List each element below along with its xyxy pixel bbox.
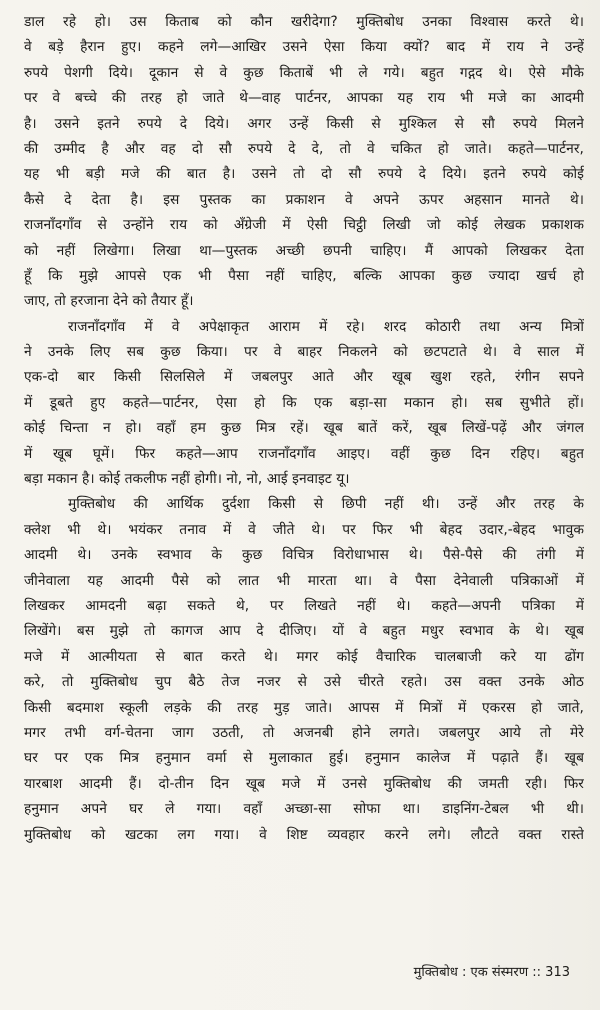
paragraph-2: [24, 315, 584, 493]
text-line: जाए, तो हरजाना देने को तैयार हूँ।: [24, 293, 194, 310]
text-line: में डूबते हुए कहते—पार्टनर, ऐसा हो कि एक बड़ा-सा मकान हो। सब सुभीते हों।: [24, 394, 584, 411]
text-line: ने उनके लिए सब कुछ किया। पर वे बाहर निकलने को छटपटाते थे। वे साल में: [24, 344, 584, 361]
text-line: राजनाँदगाँव में वे अपेक्षाकृत आराम में रहे। शरद कोठारी तथा अन्य मित्रों: [68, 318, 584, 335]
text-line: किसी बदमाश स्कूली लड़के की तरह मुड़ जाते। आपस में मित्रों में एकरस हो जाते,: [24, 699, 584, 716]
text-line: आदमी थे। उनके स्वभाव के कुछ विचित्र विरोधाभास थे। पैसे-पैसे की तंगी में: [24, 547, 584, 564]
text-line: की उम्मीद है और वह दो सौ रुपये दे दे, तो वे चकित हो जाते। कहते—पार्टनर,: [24, 140, 584, 157]
text-line: यह भी बड़ी मजे की बात है। उसने तो दो सौ रुपये दे दिये। इतने रुपये कोई: [24, 166, 584, 183]
text-line: कैसे दे देता है। इस पुस्तक का प्रकाशन वे अपने ऊपर अहसान मानते थे।: [24, 191, 584, 208]
text-line: मगर तभी वर्ग-चेतना जाग उठती, तो अजनबी होने लगते। जबलपुर आये तो मेरे: [24, 724, 584, 741]
text-line: एक-दो बार किसी सिलसिले में जबलपुर आते और खूब खुश रहते, रंगीन सपने: [24, 369, 584, 386]
text-line: कोई चिन्ता न हो। वहाँ हम कुछ मित्र रहें। खूब बातें करें, खूब लिखें-पढ़ें और जंगल: [24, 420, 584, 437]
paragraph-1: [24, 10, 584, 315]
text-line: राजनाँदगाँव से उन्होंने राय को अँग्रेजी में ऐसी चिट्ठी लिखी जो कोई लेखक प्रकाशक: [24, 217, 584, 234]
text-line: क्लेश भी थे। भयंकर तनाव में वे जीते थे। पर फिर भी बेहद उदार,-बेहद भावुक: [24, 521, 584, 538]
text-line: को नहीं लिखेगा। लिखा था—पुस्तक अच्छी छपनी चाहिए। मैं आपको लिखकर देता: [24, 242, 584, 259]
running-footer: मुक्तिबोध : एक संस्मरण :: 313: [413, 965, 570, 980]
text-line: वे बड़े हैरान हुए। कहने लगे—आखिर उसने ऐसा किया क्यों? बाद में राय ने उन्हें: [24, 39, 584, 56]
text-line: बड़ा मकान है। कोई तकलीफ नहीं होगी। नो, नो, आई इनवाइट यू।: [24, 471, 350, 488]
text-line: लिखकर आमदनी बढ़ा सकते थे, पर लिखते नहीं थे। कहते—अपनी पत्रिका में: [24, 597, 584, 614]
text-line: मजे में आत्मीयता से बात करते थे। मगर कोई वैचारिक चालबाजी करे या ढोंग: [24, 648, 584, 665]
text-line: जीनेवाला यह आदमी पैसे को लात भी मारता था। वे पैसा देनेवाली पत्रिकाओं में: [24, 572, 584, 589]
text-line: करे, तो मुक्तिबोध चुप बैठे तेज नजर से उसे चीरते रहते। उस वक्त उनके ओठ: [24, 674, 584, 691]
body-text: [24, 10, 584, 848]
text-line: रुपये पेशगी दिये। दूकान से वे कुछ किताबें भी ले गये। बहुत गद्गद थे। ऐसे मौके: [24, 64, 584, 81]
text-line: लिखेंगे। बस मुझे तो कागज आप दे दीजिए। यों वे बहुत मधुर स्वभाव के थे। खूब: [24, 623, 584, 640]
text-line: डाल रहे हो। उस किताब को कौन खरीदेगा? मुक्तिबोध उनका विश्वास करते थे।: [24, 14, 584, 30]
text-line: हनुमान अपने घर ले गया। वहाँ अच्छा-सा सोफा था। डाइनिंग-टेबल भी थी।: [24, 801, 584, 818]
paragraph-3: [24, 492, 584, 847]
text-line: मुक्तिबोध को खटका लग गया। वे शिष्ट व्यवहार करने लगे। लौटते वक्त रास्ते: [24, 826, 584, 843]
text-line: यारबाश आदमी हैं। दो-तीन दिन खूब मजे में उनसे मुक्तिबोध की जमती रही। फिर: [24, 775, 584, 792]
text-line: में खूब घूमें। फिर कहते—आप राजनाँदगाँव आइए। वहीं कुछ दिन रहिए। बहुत: [24, 445, 584, 462]
text-line: पर वे बच्चे की तरह हो जाते थे—वाह पार्टनर, आपका यह राय भी मजे का आदमी: [24, 90, 584, 107]
text-line: घर पर एक मित्र हनुमान वर्मा से मुलाकात हुई। हनुमान कालेज में पढ़ाते हैं। खूब: [24, 750, 584, 767]
text-line: मुक्तिबोध की आर्थिक दुर्दशा किसी से छिपी नहीं थी। उन्हें और तरह के: [68, 496, 584, 513]
text-line: है। उसने इतने रुपये दे दिये। अगर उन्हें किसी से मुश्किल से सौ रुपये मिलने: [24, 115, 584, 132]
text-line: हूँ कि मुझे आपसे एक भी पैसा नहीं चाहिए, बल्कि आपका कुछ ज्यादा खर्च हो: [24, 267, 584, 284]
